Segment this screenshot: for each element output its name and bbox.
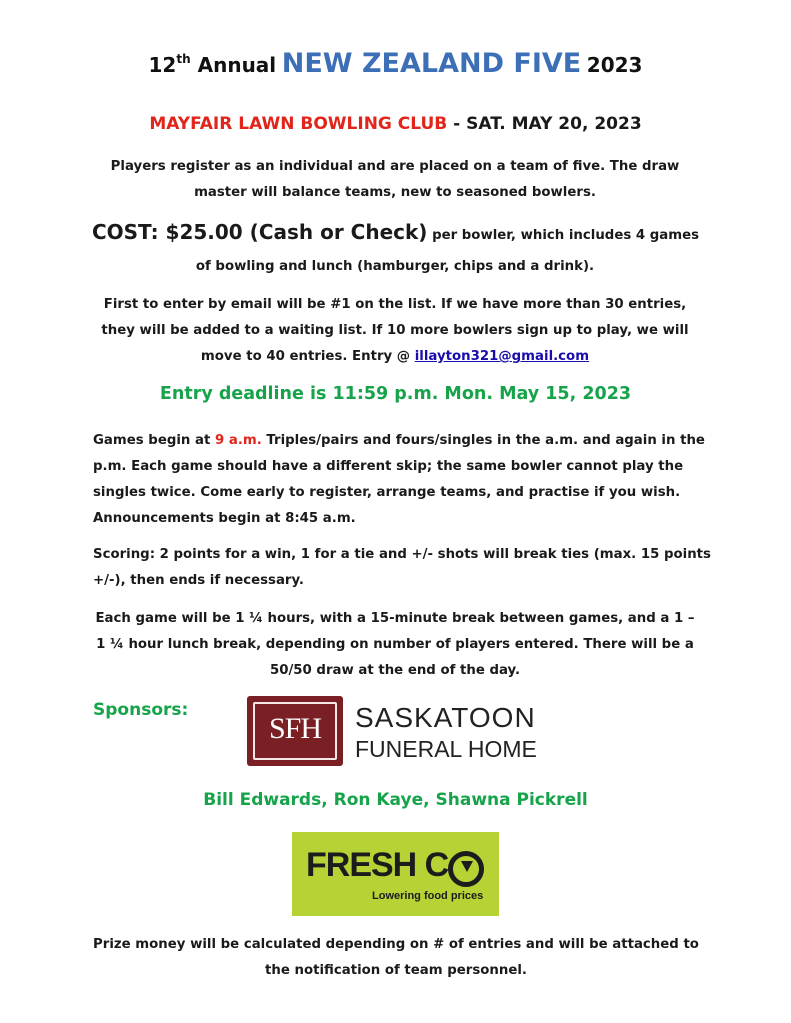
title-ordinal	[149, 53, 277, 77]
down-arrow-icon	[461, 861, 473, 872]
entry-email-link[interactable]: illayton321@gmail.com	[414, 349, 590, 364]
scoring-info: Scoring: 2 points for a win, 1 for a tie and +/- shots will break ties (max. 15 points +/-), then ends if necessary.	[93, 547, 711, 588]
freshco-arrow-o-icon	[448, 851, 484, 887]
sfh-badge	[247, 696, 343, 766]
club-and-date	[0, 114, 791, 134]
cost-detail-1: per bowler, which includes 4 games	[427, 228, 700, 243]
entry-deadline: Entry deadline is 11:59 p.m. Mon. May 15, 2023	[159, 384, 632, 404]
games-info	[93, 428, 713, 532]
prize-info: Prize money will be calculated depending on # of entries and will be attached to the notification of team personnel.	[93, 937, 699, 978]
freshco-logo	[292, 832, 499, 916]
registration-info: Players register as an individual and are placed on a team of five. The draw master will balance teams, new to seasoned bowlers.	[110, 159, 680, 200]
freshco-wordmark: FRESH C	[306, 846, 449, 884]
title-annual: Annual	[197, 53, 277, 77]
event-title	[0, 48, 791, 79]
club-name: MAYFAIR LAWN BOWLING CLUB	[149, 114, 448, 134]
sfh-badge-text: SFH	[268, 712, 322, 745]
title-event-name: NEW ZEALAND FIVE	[281, 48, 582, 79]
freshco-tagline: Lowering food prices	[372, 890, 484, 902]
saskatoon-funeral-home-logo	[247, 696, 552, 768]
sfh-name-line-2: FUNERAL HOME	[355, 736, 537, 762]
title-year: 2023	[586, 53, 643, 77]
games-text: Triples/pairs and fours/singles in the a.m. and again in the p.m. Each game should have a different skip; the same bowler cannot play the singles twice. Come early to register, arrange teams, and practise if you wish. Announcements begin at 8:45 a.m.	[93, 433, 705, 526]
title-ordinal-suffix: th	[176, 52, 191, 66]
games-prefix: Games begin at	[93, 433, 215, 448]
individual-sponsors: Bill Edwards, Ron Kaye, Shawna Pickrell	[203, 790, 588, 810]
entry-info	[95, 292, 695, 370]
cost-line	[0, 220, 791, 244]
cost-detail-2: of bowling and lunch (hamburger, chips and a drink).	[195, 259, 595, 274]
event-date: - SAT. MAY 20, 2023	[447, 114, 642, 134]
title-ordinal-number: 12	[148, 53, 177, 77]
games-start-time: 9 a.m.	[214, 433, 262, 448]
game-length-info: Each game will be 1 ¼ hours, with a 15-minute break between games, and a 1 – 1 ¼ hour lunch break, depending on number of players entered. There will be a 50/50 draw at the end of the day.	[95, 611, 695, 678]
entry-text: First to enter by email will be #1 on the list. If we have more than 30 entries, they will be added to a waiting list. If 10 more bowlers sign up to play, we will move to 40 entries. Entry @	[101, 297, 689, 364]
sponsors-label: Sponsors:	[93, 700, 189, 720]
sfh-name-line-1: SASKATOON	[355, 702, 536, 733]
cost-label: COST: $25.00 (Cash or Check)	[91, 220, 428, 244]
